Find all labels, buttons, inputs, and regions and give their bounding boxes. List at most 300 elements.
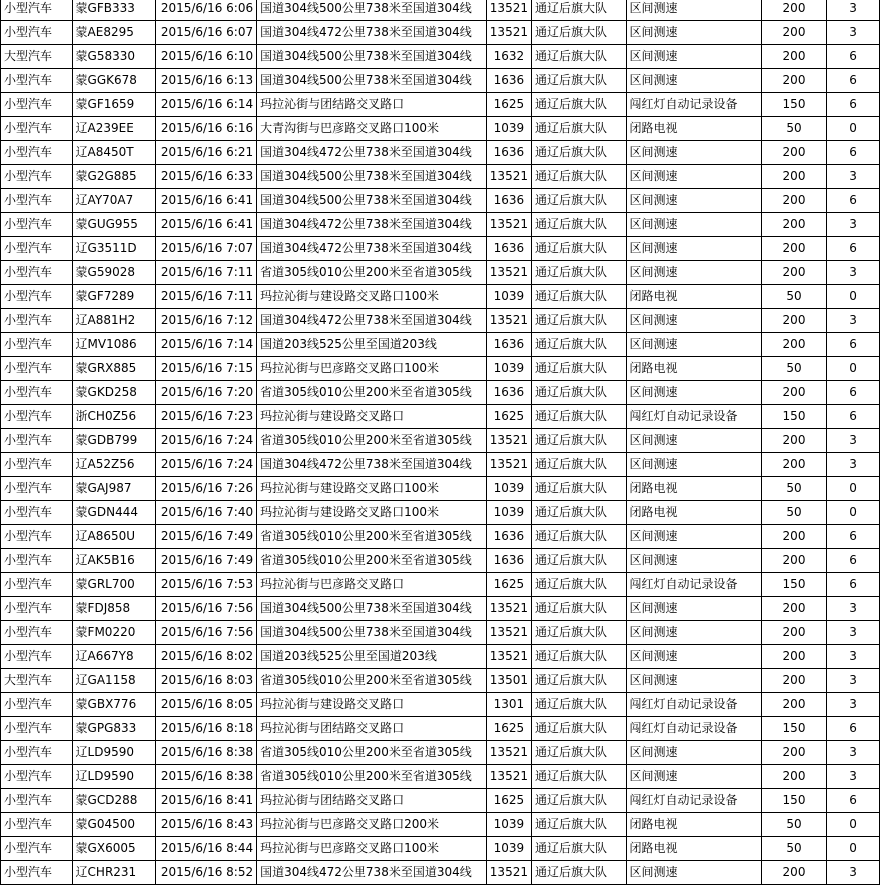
violation-time-cell: 2015/6/16 7:07 xyxy=(156,237,257,261)
plate-number-cell: 辽A8450T xyxy=(72,141,156,165)
violation-code-cell: 13521 xyxy=(486,213,531,237)
capture-device-cell: 区间测速 xyxy=(626,861,761,885)
fine-amount-cell: 200 xyxy=(761,237,826,261)
plate-number-cell: 蒙GRX885 xyxy=(72,357,156,381)
penalty-points-cell: 3 xyxy=(827,165,880,189)
handling-unit-cell: 通辽后旗大队 xyxy=(531,429,626,453)
plate-number-cell: 辽A881H2 xyxy=(72,309,156,333)
violation-code-cell: 13521 xyxy=(486,261,531,285)
penalty-points-cell: 0 xyxy=(827,501,880,525)
table-row xyxy=(1,501,880,525)
plate-number-cell: 蒙AE8295 xyxy=(72,21,156,45)
violation-time-cell: 2015/6/16 6:07 xyxy=(156,21,257,45)
violation-time-cell: 2015/6/16 7:14 xyxy=(156,333,257,357)
penalty-points-cell: 3 xyxy=(827,621,880,645)
fine-amount-cell: 200 xyxy=(761,429,826,453)
capture-device-cell: 区间测速 xyxy=(626,765,761,789)
violation-code-cell: 1625 xyxy=(486,717,531,741)
plate-number-cell: 蒙FM0220 xyxy=(72,621,156,645)
handling-unit-cell: 通辽后旗大队 xyxy=(531,333,626,357)
violation-time-cell: 2015/6/16 8:44 xyxy=(156,837,257,861)
violation-time-cell: 2015/6/16 8:38 xyxy=(156,741,257,765)
capture-device-cell: 区间测速 xyxy=(626,189,761,213)
handling-unit-cell: 通辽后旗大队 xyxy=(531,549,626,573)
violation-time-cell: 2015/6/16 6:21 xyxy=(156,141,257,165)
plate-number-cell: 蒙GDN444 xyxy=(72,501,156,525)
violation-code-cell: 1625 xyxy=(486,93,531,117)
handling-unit-cell: 通辽后旗大队 xyxy=(531,525,626,549)
violation-time-cell: 2015/6/16 6:33 xyxy=(156,165,257,189)
table-row xyxy=(1,405,880,429)
handling-unit-cell: 通辽后旗大队 xyxy=(531,285,626,309)
location-cell: 国道203线525公里至国道203线 xyxy=(257,333,487,357)
table-row xyxy=(1,117,880,141)
capture-device-cell: 区间测速 xyxy=(626,741,761,765)
vehicle-type-cell: 小型汽车 xyxy=(1,501,73,525)
vehicle-type-cell: 小型汽车 xyxy=(1,813,73,837)
vehicle-type-cell: 小型汽车 xyxy=(1,693,73,717)
violation-time-cell: 2015/6/16 6:14 xyxy=(156,93,257,117)
fine-amount-cell: 150 xyxy=(761,789,826,813)
fine-amount-cell: 200 xyxy=(761,381,826,405)
vehicle-type-cell: 小型汽车 xyxy=(1,549,73,573)
violation-time-cell: 2015/6/16 7:56 xyxy=(156,597,257,621)
handling-unit-cell: 通辽后旗大队 xyxy=(531,141,626,165)
location-cell: 国道304线472公里738米至国道304线 xyxy=(257,453,487,477)
location-cell: 国道304线472公里738米至国道304线 xyxy=(257,21,487,45)
violation-time-cell: 2015/6/16 6:16 xyxy=(156,117,257,141)
handling-unit-cell: 通辽后旗大队 xyxy=(531,165,626,189)
fine-amount-cell: 50 xyxy=(761,357,826,381)
penalty-points-cell: 6 xyxy=(827,717,880,741)
plate-number-cell: 辽AK5B16 xyxy=(72,549,156,573)
table-row xyxy=(1,621,880,645)
plate-number-cell: 辽A667Y8 xyxy=(72,645,156,669)
plate-number-cell: 蒙G59028 xyxy=(72,261,156,285)
capture-device-cell: 闯红灯自动记录设备 xyxy=(626,717,761,741)
violation-code-cell: 1039 xyxy=(486,813,531,837)
fine-amount-cell: 150 xyxy=(761,717,826,741)
capture-device-cell: 闭路电视 xyxy=(626,477,761,501)
vehicle-type-cell: 大型汽车 xyxy=(1,669,73,693)
handling-unit-cell: 通辽后旗大队 xyxy=(531,477,626,501)
vehicle-type-cell: 小型汽车 xyxy=(1,141,73,165)
handling-unit-cell: 通辽后旗大队 xyxy=(531,93,626,117)
vehicle-type-cell: 小型汽车 xyxy=(1,621,73,645)
location-cell: 国道304线500公里738米至国道304线 xyxy=(257,69,487,93)
vehicle-type-cell: 小型汽车 xyxy=(1,381,73,405)
table-row xyxy=(1,429,880,453)
vehicle-type-cell: 小型汽车 xyxy=(1,573,73,597)
violation-time-cell: 2015/6/16 6:41 xyxy=(156,189,257,213)
location-cell: 玛拉沁街与团结路交叉路口 xyxy=(257,717,487,741)
table-row xyxy=(1,597,880,621)
violation-code-cell: 13501 xyxy=(486,669,531,693)
fine-amount-cell: 200 xyxy=(761,213,826,237)
capture-device-cell: 区间测速 xyxy=(626,261,761,285)
table-row xyxy=(1,549,880,573)
vehicle-type-cell: 小型汽车 xyxy=(1,285,73,309)
table-row xyxy=(1,213,880,237)
fine-amount-cell: 150 xyxy=(761,405,826,429)
fine-amount-cell: 200 xyxy=(761,549,826,573)
violation-code-cell: 1039 xyxy=(486,837,531,861)
violation-code-cell: 13521 xyxy=(486,309,531,333)
penalty-points-cell: 6 xyxy=(827,381,880,405)
violation-code-cell: 1636 xyxy=(486,549,531,573)
plate-number-cell: 蒙GRL700 xyxy=(72,573,156,597)
vehicle-type-cell: 小型汽车 xyxy=(1,597,73,621)
location-cell: 省道305线010公里200米至省道305线 xyxy=(257,261,487,285)
table-row xyxy=(1,573,880,597)
violation-time-cell: 2015/6/16 6:13 xyxy=(156,69,257,93)
location-cell: 大青沟街与巴彦路交叉路口100米 xyxy=(257,117,487,141)
vehicle-type-cell: 小型汽车 xyxy=(1,93,73,117)
capture-device-cell: 区间测速 xyxy=(626,45,761,69)
vehicle-type-cell: 小型汽车 xyxy=(1,213,73,237)
violation-time-cell: 2015/6/16 7:23 xyxy=(156,405,257,429)
vehicle-type-cell: 小型汽车 xyxy=(1,645,73,669)
plate-number-cell: 蒙GKD258 xyxy=(72,381,156,405)
vehicle-type-cell: 大型汽车 xyxy=(1,45,73,69)
capture-device-cell: 闯红灯自动记录设备 xyxy=(626,405,761,429)
handling-unit-cell: 通辽后旗大队 xyxy=(531,669,626,693)
plate-number-cell: 蒙G58330 xyxy=(72,45,156,69)
penalty-points-cell: 3 xyxy=(827,693,880,717)
penalty-points-cell: 6 xyxy=(827,141,880,165)
violation-code-cell: 1301 xyxy=(486,693,531,717)
capture-device-cell: 区间测速 xyxy=(626,525,761,549)
table-row xyxy=(1,645,880,669)
penalty-points-cell: 0 xyxy=(827,813,880,837)
table-row xyxy=(1,813,880,837)
location-cell: 玛拉沁街与巴彦路交叉路口 xyxy=(257,573,487,597)
vehicle-type-cell: 小型汽车 xyxy=(1,237,73,261)
fine-amount-cell: 200 xyxy=(761,189,826,213)
handling-unit-cell: 通辽后旗大队 xyxy=(531,789,626,813)
location-cell: 省道305线010公里200米至省道305线 xyxy=(257,765,487,789)
plate-number-cell: 辽CHR231 xyxy=(72,861,156,885)
handling-unit-cell: 通辽后旗大队 xyxy=(531,837,626,861)
fine-amount-cell: 200 xyxy=(761,69,826,93)
plate-number-cell: 辽G3511D xyxy=(72,237,156,261)
location-cell: 国道304线500公里738米至国道304线 xyxy=(257,621,487,645)
vehicle-type-cell: 小型汽车 xyxy=(1,69,73,93)
fine-amount-cell: 200 xyxy=(761,165,826,189)
table-row xyxy=(1,693,880,717)
violation-code-cell: 1636 xyxy=(486,189,531,213)
plate-number-cell: 蒙GPG833 xyxy=(72,717,156,741)
table-row xyxy=(1,333,880,357)
fine-amount-cell: 200 xyxy=(761,597,826,621)
penalty-points-cell: 3 xyxy=(827,765,880,789)
fine-amount-cell: 200 xyxy=(761,0,826,21)
capture-device-cell: 闯红灯自动记录设备 xyxy=(626,789,761,813)
location-cell: 省道305线010公里200米至省道305线 xyxy=(257,525,487,549)
table-row xyxy=(1,189,880,213)
violation-code-cell: 1636 xyxy=(486,333,531,357)
violation-code-cell: 1039 xyxy=(486,477,531,501)
handling-unit-cell: 通辽后旗大队 xyxy=(531,573,626,597)
handling-unit-cell: 通辽后旗大队 xyxy=(531,309,626,333)
location-cell: 省道305线010公里200米至省道305线 xyxy=(257,429,487,453)
table-row xyxy=(1,141,880,165)
handling-unit-cell: 通辽后旗大队 xyxy=(531,261,626,285)
violation-code-cell: 13521 xyxy=(486,429,531,453)
plate-number-cell: 蒙GX6005 xyxy=(72,837,156,861)
plate-number-cell: 辽LD9590 xyxy=(72,765,156,789)
table-row xyxy=(1,285,880,309)
capture-device-cell: 闭路电视 xyxy=(626,357,761,381)
violation-time-cell: 2015/6/16 7:11 xyxy=(156,261,257,285)
capture-device-cell: 区间测速 xyxy=(626,237,761,261)
capture-device-cell: 闭路电视 xyxy=(626,837,761,861)
fine-amount-cell: 50 xyxy=(761,813,826,837)
violation-code-cell: 1039 xyxy=(486,357,531,381)
violation-code-cell: 1625 xyxy=(486,405,531,429)
table-row xyxy=(1,21,880,45)
violation-time-cell: 2015/6/16 7:11 xyxy=(156,285,257,309)
location-cell: 国道304线472公里738米至国道304线 xyxy=(257,309,487,333)
capture-device-cell: 闭路电视 xyxy=(626,285,761,309)
penalty-points-cell: 6 xyxy=(827,525,880,549)
penalty-points-cell: 6 xyxy=(827,45,880,69)
violation-code-cell: 13521 xyxy=(486,765,531,789)
handling-unit-cell: 通辽后旗大队 xyxy=(531,645,626,669)
handling-unit-cell: 通辽后旗大队 xyxy=(531,21,626,45)
violation-time-cell: 2015/6/16 6:41 xyxy=(156,213,257,237)
capture-device-cell: 闭路电视 xyxy=(626,813,761,837)
table-row xyxy=(1,69,880,93)
fine-amount-cell: 200 xyxy=(761,765,826,789)
penalty-points-cell: 6 xyxy=(827,93,880,117)
handling-unit-cell: 通辽后旗大队 xyxy=(531,45,626,69)
violation-code-cell: 1636 xyxy=(486,525,531,549)
handling-unit-cell: 通辽后旗大队 xyxy=(531,453,626,477)
vehicle-type-cell: 小型汽车 xyxy=(1,789,73,813)
table-row xyxy=(1,453,880,477)
fine-amount-cell: 200 xyxy=(761,525,826,549)
location-cell: 玛拉沁街与建设路交叉路口 xyxy=(257,405,487,429)
penalty-points-cell: 0 xyxy=(827,357,880,381)
violation-time-cell: 2015/6/16 7:24 xyxy=(156,453,257,477)
violation-code-cell: 1625 xyxy=(486,573,531,597)
vehicle-type-cell: 小型汽车 xyxy=(1,165,73,189)
capture-device-cell: 闭路电视 xyxy=(626,117,761,141)
location-cell: 省道305线010公里200米至省道305线 xyxy=(257,549,487,573)
plate-number-cell: 辽LD9590 xyxy=(72,741,156,765)
capture-device-cell: 区间测速 xyxy=(626,21,761,45)
violation-code-cell: 1636 xyxy=(486,69,531,93)
vehicle-type-cell: 小型汽车 xyxy=(1,21,73,45)
table-row xyxy=(1,237,880,261)
table-row xyxy=(1,0,880,21)
penalty-points-cell: 3 xyxy=(827,0,880,21)
handling-unit-cell: 通辽后旗大队 xyxy=(531,621,626,645)
fine-amount-cell: 200 xyxy=(761,45,826,69)
location-cell: 国道304线472公里738米至国道304线 xyxy=(257,213,487,237)
penalty-points-cell: 3 xyxy=(827,21,880,45)
table-row xyxy=(1,717,880,741)
handling-unit-cell: 通辽后旗大队 xyxy=(531,117,626,141)
penalty-points-cell: 6 xyxy=(827,405,880,429)
fine-amount-cell: 200 xyxy=(761,861,826,885)
vehicle-type-cell: 小型汽车 xyxy=(1,861,73,885)
violation-time-cell: 2015/6/16 8:03 xyxy=(156,669,257,693)
location-cell: 国道304线500公里738米至国道304线 xyxy=(257,165,487,189)
handling-unit-cell: 通辽后旗大队 xyxy=(531,69,626,93)
fine-amount-cell: 200 xyxy=(761,21,826,45)
table-row xyxy=(1,861,880,885)
capture-device-cell: 区间测速 xyxy=(626,333,761,357)
plate-number-cell: 蒙GGK678 xyxy=(72,69,156,93)
capture-device-cell: 闯红灯自动记录设备 xyxy=(626,93,761,117)
penalty-points-cell: 3 xyxy=(827,645,880,669)
violation-time-cell: 2015/6/16 8:41 xyxy=(156,789,257,813)
violation-time-cell: 2015/6/16 7:40 xyxy=(156,501,257,525)
fine-amount-cell: 150 xyxy=(761,573,826,597)
fine-amount-cell: 200 xyxy=(761,669,826,693)
penalty-points-cell: 6 xyxy=(827,237,880,261)
plate-number-cell: 辽MV1086 xyxy=(72,333,156,357)
fine-amount-cell: 50 xyxy=(761,501,826,525)
vehicle-type-cell: 小型汽车 xyxy=(1,765,73,789)
capture-device-cell: 区间测速 xyxy=(626,621,761,645)
fine-amount-cell: 200 xyxy=(761,141,826,165)
violation-code-cell: 13521 xyxy=(486,21,531,45)
violation-code-cell: 13521 xyxy=(486,741,531,765)
plate-number-cell: 辽A52Z56 xyxy=(72,453,156,477)
vehicle-type-cell: 小型汽车 xyxy=(1,429,73,453)
location-cell: 玛拉沁街与团结路交叉路口 xyxy=(257,93,487,117)
location-cell: 国道304线500公里738米至国道304线 xyxy=(257,0,487,21)
table-row xyxy=(1,669,880,693)
handling-unit-cell: 通辽后旗大队 xyxy=(531,189,626,213)
table-row xyxy=(1,357,880,381)
location-cell: 省道305线010公里200米至省道305线 xyxy=(257,741,487,765)
table-row xyxy=(1,93,880,117)
violation-time-cell: 2015/6/16 7:12 xyxy=(156,309,257,333)
handling-unit-cell: 通辽后旗大队 xyxy=(531,381,626,405)
violation-time-cell: 2015/6/16 7:56 xyxy=(156,621,257,645)
violation-time-cell: 2015/6/16 8:38 xyxy=(156,765,257,789)
penalty-points-cell: 6 xyxy=(827,189,880,213)
plate-number-cell: 辽AY70A7 xyxy=(72,189,156,213)
plate-number-cell: 蒙GAJ987 xyxy=(72,477,156,501)
vehicle-type-cell: 小型汽车 xyxy=(1,117,73,141)
location-cell: 玛拉沁街与巴彦路交叉路口100米 xyxy=(257,357,487,381)
plate-number-cell: 蒙GUG955 xyxy=(72,213,156,237)
vehicle-type-cell: 小型汽车 xyxy=(1,333,73,357)
violation-code-cell: 13521 xyxy=(486,0,531,21)
capture-device-cell: 闭路电视 xyxy=(626,501,761,525)
vehicle-type-cell: 小型汽车 xyxy=(1,189,73,213)
capture-device-cell: 区间测速 xyxy=(626,213,761,237)
location-cell: 国道304线500公里738米至国道304线 xyxy=(257,597,487,621)
location-cell: 玛拉沁街与巴彦路交叉路口100米 xyxy=(257,837,487,861)
penalty-points-cell: 3 xyxy=(827,453,880,477)
penalty-points-cell: 3 xyxy=(827,861,880,885)
handling-unit-cell: 通辽后旗大队 xyxy=(531,405,626,429)
violation-code-cell: 1625 xyxy=(486,789,531,813)
handling-unit-cell: 通辽后旗大队 xyxy=(531,501,626,525)
fine-amount-cell: 200 xyxy=(761,645,826,669)
plate-number-cell: 蒙FDJ858 xyxy=(72,597,156,621)
violation-code-cell: 1039 xyxy=(486,501,531,525)
penalty-points-cell: 6 xyxy=(827,789,880,813)
vehicle-type-cell: 小型汽车 xyxy=(1,357,73,381)
table-row xyxy=(1,381,880,405)
plate-number-cell: 浙CH0Z56 xyxy=(72,405,156,429)
table-row xyxy=(1,525,880,549)
table-row xyxy=(1,165,880,189)
table-body xyxy=(1,0,880,885)
violation-code-cell: 1039 xyxy=(486,117,531,141)
violation-code-cell: 1636 xyxy=(486,237,531,261)
handling-unit-cell: 通辽后旗大队 xyxy=(531,717,626,741)
violation-time-cell: 2015/6/16 7:26 xyxy=(156,477,257,501)
fine-amount-cell: 200 xyxy=(761,741,826,765)
capture-device-cell: 区间测速 xyxy=(626,309,761,333)
capture-device-cell: 区间测速 xyxy=(626,381,761,405)
vehicle-type-cell: 小型汽车 xyxy=(1,453,73,477)
violation-time-cell: 2015/6/16 8:43 xyxy=(156,813,257,837)
violation-code-cell: 13521 xyxy=(486,453,531,477)
location-cell: 玛拉沁街与建设路交叉路口100米 xyxy=(257,477,487,501)
capture-device-cell: 区间测速 xyxy=(626,69,761,93)
violation-time-cell: 2015/6/16 8:18 xyxy=(156,717,257,741)
capture-device-cell: 区间测速 xyxy=(626,549,761,573)
table-row xyxy=(1,45,880,69)
vehicle-type-cell: 小型汽车 xyxy=(1,309,73,333)
violation-time-cell: 2015/6/16 6:10 xyxy=(156,45,257,69)
plate-number-cell: 蒙GBX776 xyxy=(72,693,156,717)
table-row xyxy=(1,309,880,333)
location-cell: 国道304线472公里738米至国道304线 xyxy=(257,141,487,165)
vehicle-type-cell: 小型汽车 xyxy=(1,477,73,501)
location-cell: 玛拉沁街与团结路交叉路口 xyxy=(257,789,487,813)
vehicle-type-cell: 小型汽车 xyxy=(1,837,73,861)
violation-code-cell: 13521 xyxy=(486,645,531,669)
plate-number-cell: 蒙GF7289 xyxy=(72,285,156,309)
vehicle-type-cell: 小型汽车 xyxy=(1,525,73,549)
plate-number-cell: 辽GA1158 xyxy=(72,669,156,693)
fine-amount-cell: 200 xyxy=(761,333,826,357)
location-cell: 玛拉沁街与建设路交叉路口 xyxy=(257,693,487,717)
table-row xyxy=(1,789,880,813)
violation-time-cell: 2015/6/16 8:02 xyxy=(156,645,257,669)
penalty-points-cell: 6 xyxy=(827,573,880,597)
violation-code-cell: 1039 xyxy=(486,285,531,309)
location-cell: 国道304线500公里738米至国道304线 xyxy=(257,45,487,69)
plate-number-cell: 蒙GDB799 xyxy=(72,429,156,453)
penalty-points-cell: 6 xyxy=(827,69,880,93)
plate-number-cell: 蒙G2G885 xyxy=(72,165,156,189)
penalty-points-cell: 3 xyxy=(827,213,880,237)
handling-unit-cell: 通辽后旗大队 xyxy=(531,741,626,765)
handling-unit-cell: 通辽后旗大队 xyxy=(531,597,626,621)
fine-amount-cell: 150 xyxy=(761,93,826,117)
penalty-points-cell: 6 xyxy=(827,549,880,573)
plate-number-cell: 辽A8650U xyxy=(72,525,156,549)
violation-time-cell: 2015/6/16 7:49 xyxy=(156,525,257,549)
handling-unit-cell: 通辽后旗大队 xyxy=(531,693,626,717)
fine-amount-cell: 200 xyxy=(761,693,826,717)
handling-unit-cell: 通辽后旗大队 xyxy=(531,0,626,21)
table-row xyxy=(1,765,880,789)
violation-time-cell: 2015/6/16 8:52 xyxy=(156,861,257,885)
vehicle-type-cell: 小型汽车 xyxy=(1,717,73,741)
